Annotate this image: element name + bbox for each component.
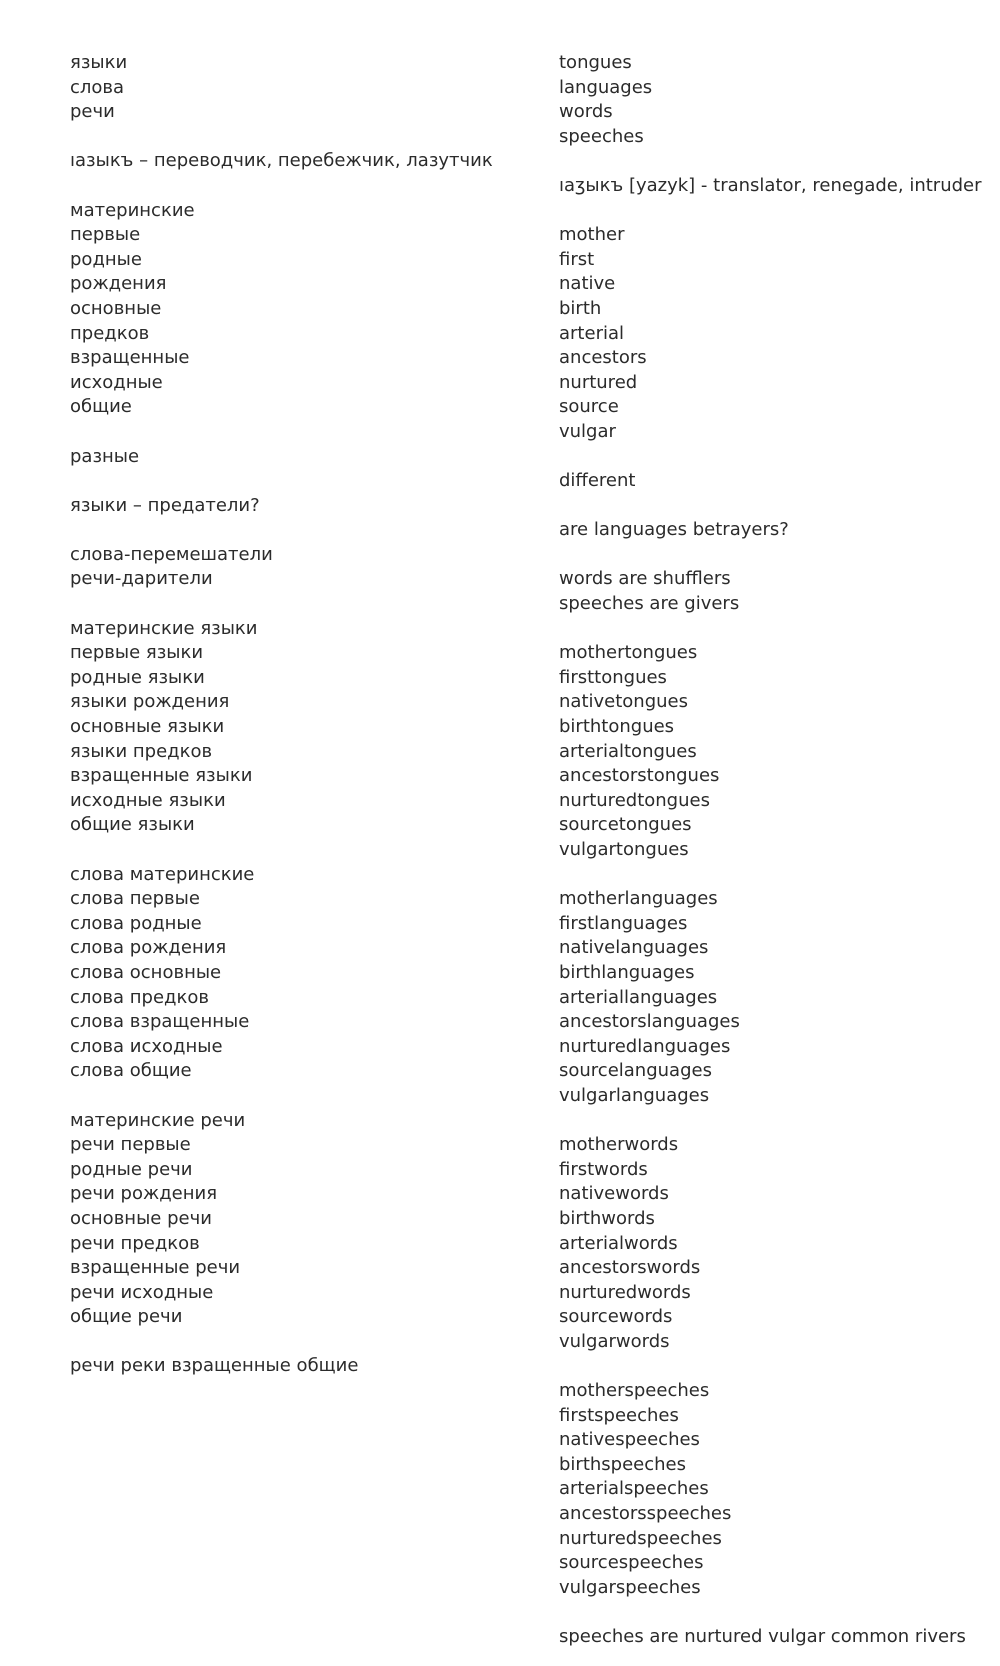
english-line: arterialtongues [559,740,697,762]
english-line [559,617,989,642]
russian-line [70,420,540,445]
russian-line: общие языки [70,814,195,836]
russian-line: языки предков [70,740,213,762]
russian-line: слова родные [70,912,202,934]
english-line: ancestorslanguages [559,1011,740,1033]
russian-line: родные [70,248,142,270]
english-line: nativespeeches [559,1429,700,1451]
english-line: motherlanguages [559,888,718,910]
english-line: firstspeeches [559,1404,679,1426]
russian-line [70,592,540,617]
russian-line [70,838,540,863]
english-line: ancestors [559,347,647,369]
russian-line: речи [70,101,115,123]
english-line: arterial [559,322,624,344]
russian-line: материнские речи [70,1109,246,1131]
english-line [559,149,989,174]
english-line: arterialspeeches [559,1478,709,1500]
english-line: vulgarlanguages [559,1084,710,1106]
english-line: speeches are nurtured vulgar common rivers [559,1626,966,1647]
english-line: birthspeeches [559,1453,687,1475]
english-line: nativetongues [559,691,688,713]
english-line: firsttongues [559,666,667,688]
russian-line: рождения [70,273,167,295]
russian-line: слова-перемешатели [70,543,273,565]
english-line: ıaʒыкъ [yazyk] - translator, renegade, intruder [559,174,982,196]
russian-line [70,469,540,494]
english-line: firstwords [559,1158,648,1180]
russian-line: слова [70,76,125,98]
english-line [559,494,989,519]
english-line: sourcelanguages [559,1060,712,1082]
english-line: vulgarspeeches [559,1576,701,1598]
english-line: birthwords [559,1207,655,1229]
english-line [559,445,989,470]
russian-line [70,1330,540,1355]
russian-line: первые языки [70,642,204,664]
russian-line: слова основные [70,961,222,983]
russian-line: исходные языки [70,789,226,811]
russian-line: общие [70,396,132,418]
english-line: arterialwords [559,1232,678,1254]
russian-line: материнские языки [70,617,258,639]
russian-line: слова общие [70,1060,192,1082]
english-line: are languages betrayers? [559,519,789,541]
russian-line: слова исходные [70,1035,223,1057]
russian-line: материнские [70,199,195,221]
english-line: mothertongues [559,642,698,664]
russian-line: основные речи [70,1207,212,1229]
russian-line: языки [70,52,128,73]
english-line: mother [559,224,625,246]
russian-line: речи-дарители [70,568,213,590]
english-line [559,199,989,224]
english-line: ancestorstongues [559,765,720,787]
english-line [559,1354,989,1379]
russian-line [70,1084,540,1109]
english-line: vulgarwords [559,1330,670,1352]
russian-line: первые [70,224,141,246]
english-line: ancestorswords [559,1257,701,1279]
russian-line: слова материнские [70,863,255,885]
english-line: first [559,248,595,270]
english-line: birth [559,297,602,319]
english-line: source [559,396,619,418]
english-line [559,863,989,888]
english-line: arteriallanguages [559,986,718,1008]
russian-line [70,174,540,199]
english-line: nurturedwords [559,1281,691,1303]
english-line: nativewords [559,1183,669,1205]
russian-line: слова первые [70,888,200,910]
russian-line: взращенные речи [70,1257,241,1279]
english-line: birthlanguages [559,961,695,983]
russian-line: ıазыкъ – переводчик, перебежчик, лазутчик [70,150,493,172]
english-line: different [559,470,636,492]
english-line: tongues [559,52,632,73]
russian-line: общие речи [70,1306,183,1328]
russian-line: разные [70,445,140,467]
english-line: native [559,273,616,295]
russian-line: слова взращенные [70,1011,250,1033]
english-line: nurtured [559,371,638,393]
russian-line [70,518,540,543]
english-line: speeches are givers [559,593,740,615]
english-line: sourcewords [559,1306,673,1328]
english-line: vulgartongues [559,839,689,860]
english-line: nativelanguages [559,937,709,959]
russian-line: предков [70,322,150,344]
russian-line: основные [70,297,162,319]
english-line: motherwords [559,1134,679,1156]
english-line [559,1600,989,1625]
english-line: words are shufflers [559,568,731,590]
russian-line: речи реки взращенные общие [70,1355,359,1377]
english-line [559,1109,989,1134]
english-line: nurturedspeeches [559,1527,722,1549]
russian-line: речи исходные [70,1281,214,1303]
english-line: sourcespeeches [559,1552,704,1574]
english-line: nurturedlanguages [559,1035,731,1057]
russian-line: речи первые [70,1134,191,1156]
russian-line: языки рождения [70,691,230,713]
english-line: nurturedtongues [559,789,710,811]
english-line: sourcetongues [559,814,692,836]
english-line [559,543,989,568]
english-line: motherspeeches [559,1380,710,1402]
russian-line: родные языки [70,666,205,688]
russian-line: речи предков [70,1232,200,1254]
russian-column [70,51,540,1379]
russian-line: основные языки [70,716,225,738]
english-line: vulgar [559,420,616,442]
english-line: speeches [559,125,644,147]
russian-line: взращенные языки [70,765,253,787]
english-column [559,51,989,1650]
russian-line: взращенные [70,347,190,369]
russian-line: слова предков [70,986,209,1008]
english-line: ancestorsspeeches [559,1503,732,1525]
russian-line: речи рождения [70,1183,218,1205]
russian-line: языки – предатели? [70,494,260,516]
english-line: languages [559,76,653,98]
english-line: birthtongues [559,716,675,738]
russian-line: исходные [70,371,163,393]
russian-line: родные речи [70,1158,193,1180]
russian-line: слова рождения [70,937,227,959]
english-line: firstlanguages [559,912,688,934]
english-line: words [559,101,613,123]
russian-line [70,125,540,150]
